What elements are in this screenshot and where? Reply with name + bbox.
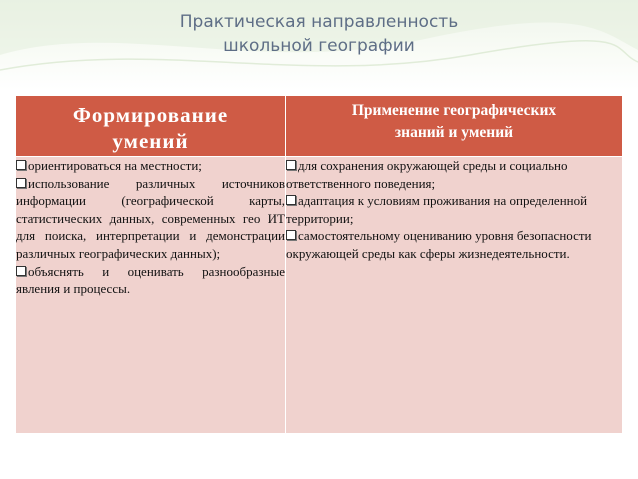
list-item-text: использование различных источников информации (географической карты, статистических данных, современных гео ИТ для поиска, интерпретации и демонстрации различных географических данных); [16,175,285,261]
skills-list-cell [16,157,286,434]
checkbox-bullet-icon [286,160,296,170]
list-item [286,157,622,192]
list-item [286,227,622,262]
header-left-line-2: умений [112,129,189,153]
slide-title [0,10,638,58]
table-body-row [16,157,623,434]
table-header-row [16,96,623,157]
applications-list-cell [286,157,623,434]
header-right-line-2: знаний и умений [394,124,514,141]
list-item-text: для сохранения окружающей среды и социально ответственного поведения; [286,158,568,191]
list-item-text: самостоятельному оцениванию уровня безопасности окружающей среды как сферы жизнедеятельности. [286,228,592,261]
list-item-text: объяснять и оценивать разнообразные явления и процессы. [16,263,285,297]
list-item [16,157,285,175]
title-line-2: школьной географии [223,36,415,56]
checkbox-bullet-icon [16,266,26,276]
list-item [16,175,285,263]
list-item-text: адаптация к условиям проживания на определенной территории; [286,193,588,226]
list-item [16,263,285,298]
checkbox-bullet-icon [286,230,296,240]
header-right-line-1: Применение географических [351,102,557,119]
comparison-table [15,95,623,434]
checkbox-bullet-icon [16,160,26,170]
checkbox-bullet-icon [286,195,296,205]
title-line-1: Практическая направленность [179,12,459,32]
checkbox-bullet-icon [16,178,26,188]
header-knowledge-application [286,96,623,157]
list-item [286,192,622,227]
header-skills-formation [16,96,286,157]
header-left-line-1: Формирование [72,103,229,127]
list-item-text: ориентироваться на местности; [28,158,202,173]
